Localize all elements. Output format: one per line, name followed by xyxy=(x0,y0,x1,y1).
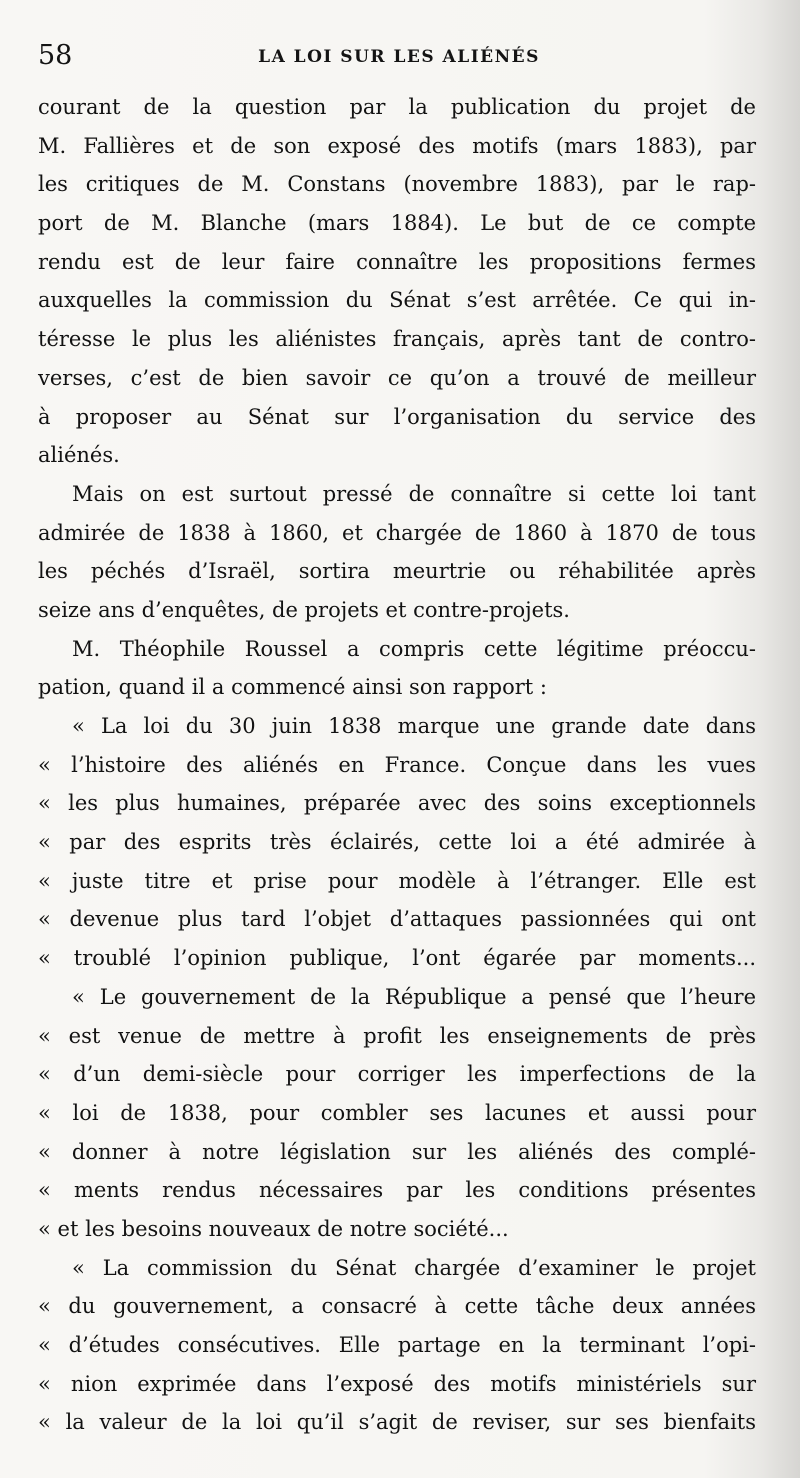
text-line: « et les besoins nouveaux de notre société... xyxy=(38,1216,509,1241)
text-line: admirée de 1838 à 1860, et chargée de 1860 à 1870 de tous xyxy=(38,520,756,545)
text-line: port de M. Blanche (mars 1884). Le but de ce compte xyxy=(38,211,756,236)
text-line: « les plus humaines, préparée avec des soins exceptionnels xyxy=(38,791,756,816)
text-line: « Le gouvernement de la République a pensé que l’heure xyxy=(72,984,756,1009)
text-line: courant de la question par la publication du projet de xyxy=(38,95,756,119)
text-line: les péchés d’Israël, sortira meurtrie ou réhabilitée après xyxy=(38,559,756,584)
text-line: « devenue plus tard l’objet d’attaques passionnées qui ont xyxy=(38,907,756,932)
text-line: « nion exprimée dans l’exposé des motifs ministériels sur xyxy=(38,1371,756,1396)
text-line: rendu est de leur faire connaître les propositions fermes xyxy=(38,249,756,274)
text-line: auxquelles la commission du Sénat s’est arrêtée. Ce qui in- xyxy=(38,288,756,313)
text-line: « d’études consécutives. Elle partage en la terminant l’opi- xyxy=(38,1333,756,1357)
text-line: seize ans d’enquêtes, de projets et contre-projets. xyxy=(38,597,570,622)
text-line: « par des esprits très éclairés, cette loi a été admirée à xyxy=(38,830,756,855)
text-line: « La loi du 30 juin 1838 marque une grande date dans xyxy=(72,714,756,738)
text-line: « d’un demi-siècle pour corriger les imperfections de la xyxy=(38,1062,756,1087)
text-line: les critiques de M. Constans (novembre 1883), par le rap- xyxy=(38,172,756,197)
body-text xyxy=(38,88,756,1442)
text-line: M. Théophile Roussel a compris cette légitime préoccu- xyxy=(72,636,756,661)
page-number: 58 xyxy=(38,40,73,71)
text-line: « La commission du Sénat chargée d’examiner le projet xyxy=(72,1255,756,1280)
text-line: « juste titre et prise pour modèle à l’étranger. Elle est xyxy=(38,868,756,893)
text-line: « du gouvernement, a consacré à cette tâche deux années xyxy=(38,1294,756,1319)
running-title: LA LOI SUR LES ALIÉNÉS xyxy=(258,47,540,67)
text-line: Mais on est surtout pressé de connaître si cette loi tant xyxy=(72,481,756,506)
text-line: « donner à notre législation sur les aliénés des complé- xyxy=(38,1139,756,1164)
text-line: aliénés. xyxy=(38,443,120,468)
text-line: « loi de 1838, pour combler ses lacunes et aussi pour xyxy=(38,1100,756,1125)
text-line: à proposer au Sénat sur l’organisation du service des xyxy=(38,404,756,429)
text-line: « la valeur de la loi qu’il s’agit de reviser, sur ses bienfaits xyxy=(38,1410,756,1435)
text-line: M. Fallières et de son exposé des motifs (mars 1883), par xyxy=(38,133,756,158)
text-line: verses, c’est de bien savoir ce qu’on a trouvé de meilleur xyxy=(38,365,756,390)
text-line: « l’histoire des aliénés en France. Conçue dans les vues xyxy=(38,752,756,777)
text-line: « est venue de mettre à profit les enseignements de près xyxy=(38,1023,756,1048)
text-line: « troublé l’opinion publique, l’ont égarée par moments... xyxy=(38,946,756,971)
text-line: pation, quand il a commencé ainsi son rapport : xyxy=(38,675,547,700)
text-line: « ments rendus nécessaires par les conditions présentes xyxy=(38,1178,756,1203)
text-line: téresse le plus les aliénistes français, après tant de contro- xyxy=(38,327,756,352)
running-head xyxy=(38,38,760,74)
